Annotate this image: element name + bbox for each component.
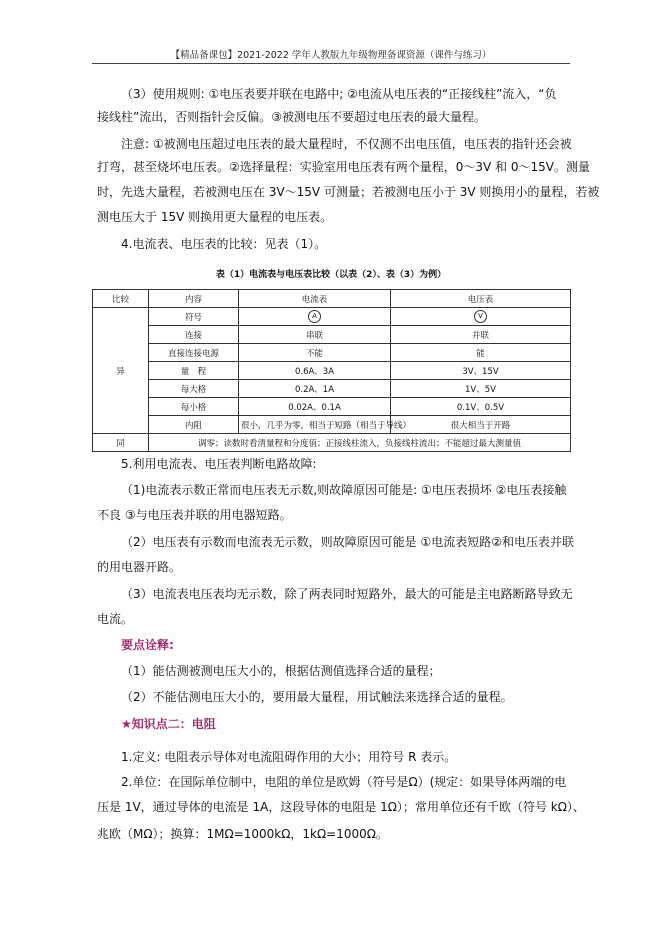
same-text: 调零；读数时看清量程和分度值；正接线柱流入，负接线柱流出；不能超过最大测量值 [149, 434, 571, 452]
definition-line: 1.定义: 电阻表示导体对电流阻碍作用的大小；用符号 R 表示。 [121, 750, 457, 764]
unit-line3: 兆欧（MΩ）；换算：1MΩ=1000kΩ，1kΩ=1000Ω。 [97, 827, 388, 841]
table-row [93, 344, 571, 362]
fault1-line1: （1)电流表示数正常而电压表无示数,则故障原因可能是: ①电压表损坏 ②电压表接触 [121, 483, 567, 497]
cell-voltmeter: 3V、15V [391, 362, 571, 380]
cell-ammeter: 0.6A、3A [239, 362, 391, 380]
header-compare: 比较 [93, 290, 149, 308]
key-points-heading: 要点诠释: [121, 638, 174, 652]
cell-ammeter: 0.2A、1A [239, 380, 391, 398]
table-row-same [93, 434, 571, 452]
compare-intro: 4.电流表、电压表的比较：见表（1）。 [121, 237, 327, 251]
cell-voltmeter: 能 [391, 344, 571, 362]
cell-ammeter: 串联 [239, 326, 391, 344]
cell-ammeter: 很小，几乎为零，相当于短路（相当于导线） [239, 416, 391, 434]
row-name: 直接连接电源 [149, 344, 239, 362]
row-name: 符号 [149, 308, 239, 326]
header-voltmeter: 电压表 [391, 290, 571, 308]
knowledge-point-heading: ★知识点二：电阻 [121, 717, 216, 731]
comparison-table [92, 289, 571, 452]
cell-voltmeter: 0.1V、0.5V [391, 398, 571, 416]
row-name: 量 程 [149, 362, 239, 380]
row-name: 每小格 [149, 398, 239, 416]
key-point-1: （1）能估测被测电压大小的，根据估测值选择合适的量程； [121, 664, 441, 678]
unit-line2: 压是 1V，通过导体的电流是 1A，这段导体的电阻是 1Ω）；常用单位还有千欧（符号 kΩ）、 [97, 800, 585, 814]
table-row [93, 398, 571, 416]
page-header: 【精品备课包】2021-2022 学年人教版九年级物理备课资源（课件与练习） [170, 50, 492, 61]
row-name: 内阻 [149, 416, 239, 434]
table-row [93, 380, 571, 398]
table-row [93, 362, 571, 380]
fault1-line2: 不良 ③与电压表并联的用电器短路。 [97, 508, 292, 522]
header-rule [92, 63, 570, 64]
table-row [93, 308, 571, 326]
table-title: 表（1）电流表与电压表比较（以表（2）、表（3）为例） [215, 270, 447, 280]
note-line2: 打弯，甚至烧坏电压表。②选择量程：实验室用电压表有两个量程，0～3V 和 0～15V。测量 [97, 160, 590, 174]
cell-ammeter: 0.02A、0.1A [239, 398, 391, 416]
fault3-line2: 电流。 [97, 612, 134, 626]
cell-voltmeter: 并联 [391, 326, 571, 344]
fault3-line1: （3）电流表电压表均无示数，除了两表同时短路外，最大的可能是主电路断路导致无 [121, 587, 573, 601]
same-label: 同 [93, 434, 149, 452]
diff-label: 异 [93, 308, 149, 434]
header-content: 内容 [149, 290, 239, 308]
fault-intro: 5.利用电流表、电压表判断电路故障: [121, 457, 317, 471]
fault2-line1: （2）电压表有示数而电流表无示数，则故障原因可能是 ①电流表短路②和电压表并联 [121, 535, 574, 549]
table-row [93, 416, 571, 434]
ammeter-symbol-icon: A [308, 310, 321, 323]
note-line1: 注意: ①被测电压超过电压表的最大量程时，不仅测不出电压值，电压表的指针还会被 [121, 137, 572, 151]
cell-ammeter: 不能 [239, 344, 391, 362]
fault2-line2: 的用电器开路。 [97, 560, 182, 574]
voltmeter-symbol-icon: V [474, 310, 487, 323]
cell-voltmeter: 1V、5V [391, 380, 571, 398]
row-name: 连接 [149, 326, 239, 344]
key-point-2: （2）不能估测电压大小的，要用最大量程，用试触法来选择合适的量程。 [121, 690, 513, 704]
note-line3: 时，先选大量程，若被测电压在 3V～15V 可测量；若被测电压小于 3V 则换用小的量程，若被 [97, 185, 600, 199]
table-header-row [93, 290, 571, 308]
row-name: 每大格 [149, 380, 239, 398]
usage-rule-line1: （3）使用规则: ①电压表要并联在电路中; ②电流从电压表的“正接线柱”流入，“负 [121, 87, 557, 101]
table-row [93, 326, 571, 344]
usage-rule-line2: 接线柱”流出，否则指针会反偏。③被测电压不要超过电压表的最大量程。 [97, 110, 486, 124]
unit-line1: 2.单位：在国际单位制中，电阻的单位是欧姆（符号是Ω）(规定：如果导体两端的电 [121, 775, 567, 789]
cell-voltmeter: 很大相当于开路 [391, 416, 571, 434]
header-ammeter: 电流表 [239, 290, 391, 308]
note-line4: 测电压大于 15V 则换用更大量程的电压表。 [97, 210, 333, 224]
